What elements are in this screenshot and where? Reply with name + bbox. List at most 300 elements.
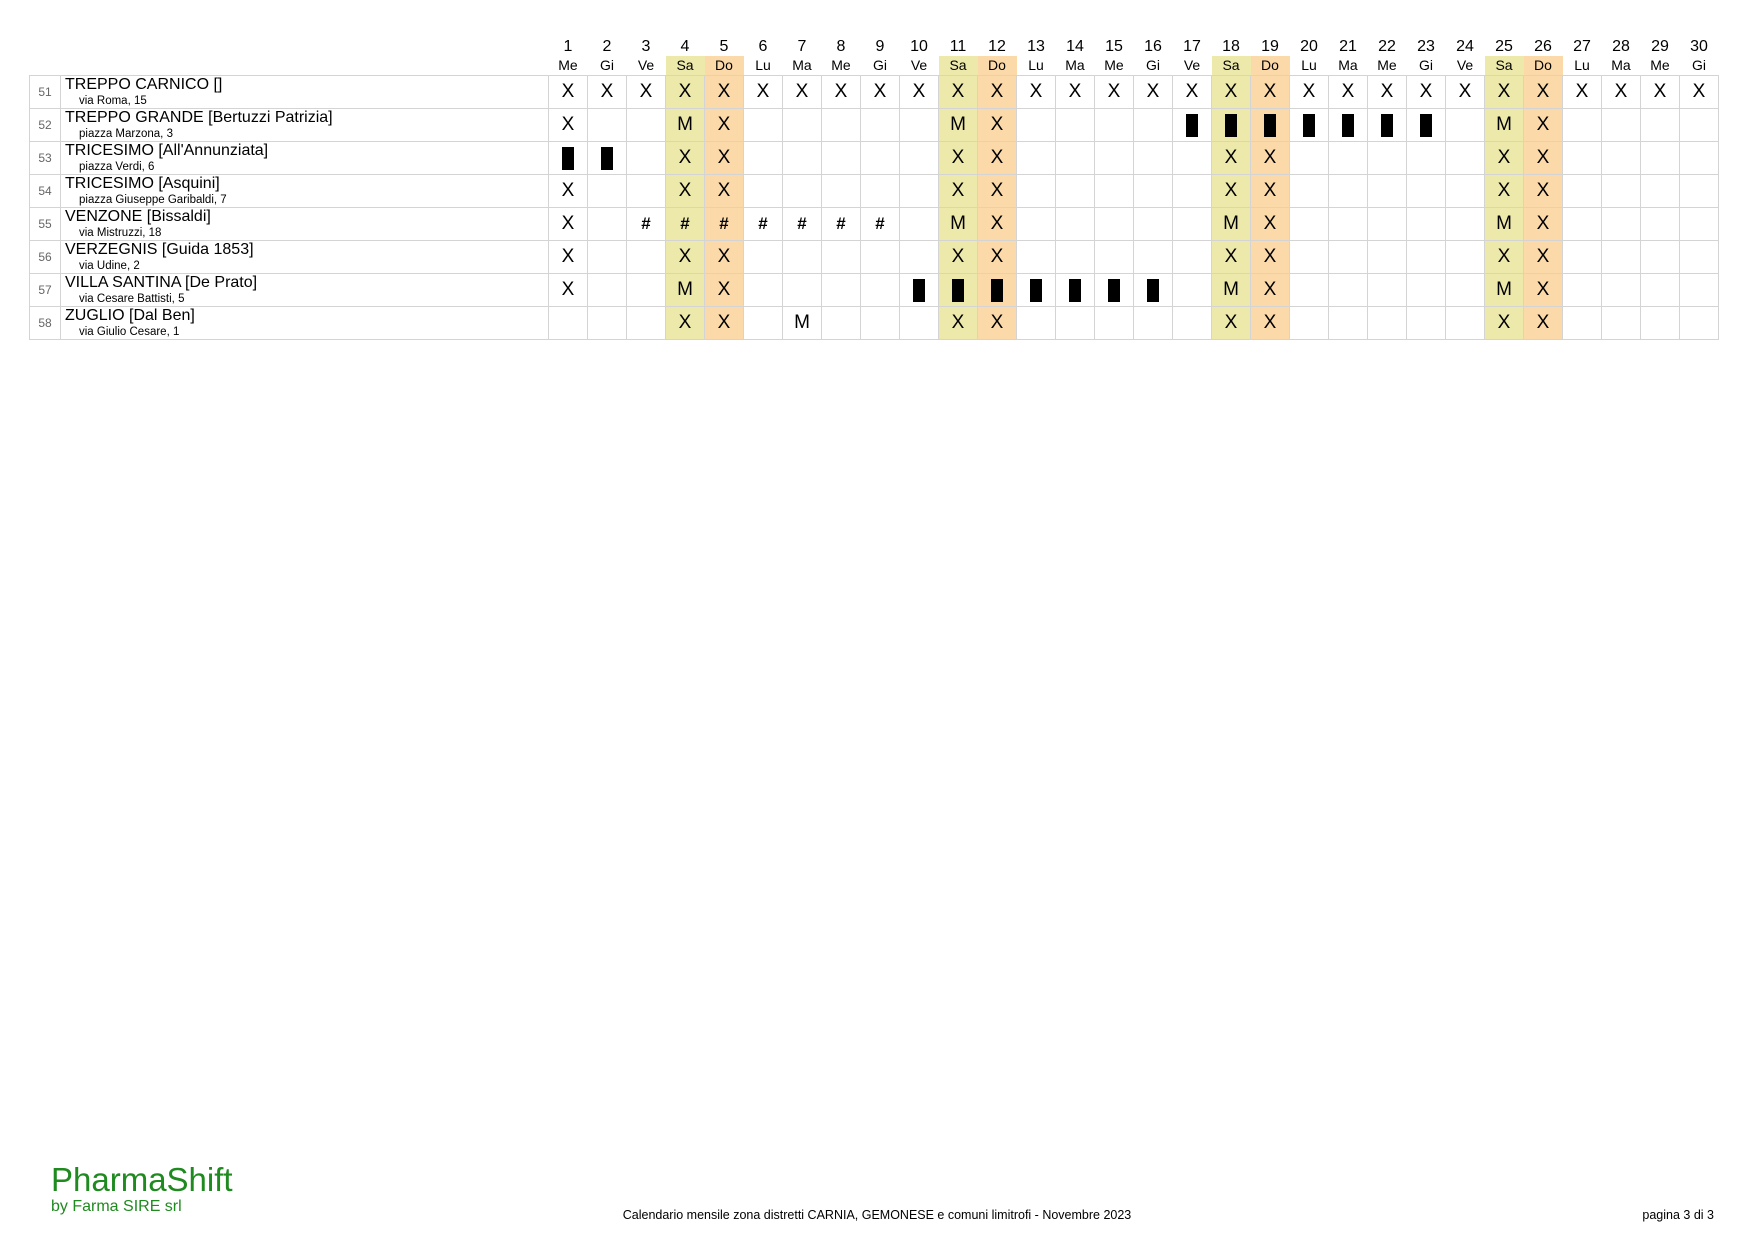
shift-mark: X xyxy=(717,81,731,102)
shift-cell xyxy=(1680,274,1719,307)
shift-cell xyxy=(1095,307,1134,340)
shift-cell xyxy=(1446,208,1485,241)
shift-cell xyxy=(783,307,822,340)
shift-cell xyxy=(627,142,666,175)
shift-mark: # xyxy=(719,214,729,233)
weekday-label: Lu xyxy=(1574,57,1590,73)
shift-cell xyxy=(1095,274,1134,307)
row-index: 58 xyxy=(30,307,61,340)
shift-mark: X xyxy=(1497,246,1511,267)
weekday-label: Do xyxy=(705,56,744,76)
shift-cell xyxy=(1602,274,1641,307)
pharmacy-cell xyxy=(61,208,549,241)
day-number: 23 xyxy=(1417,38,1435,55)
shift-cell xyxy=(1095,241,1134,274)
shift-cell xyxy=(1407,307,1446,340)
row-index: 51 xyxy=(30,76,61,109)
shift-cell xyxy=(1680,208,1719,241)
shift-cell xyxy=(1056,175,1095,208)
shift-cell xyxy=(1563,76,1602,109)
shift-cell xyxy=(1017,76,1056,109)
shift-cell xyxy=(1407,76,1446,109)
shift-cell xyxy=(627,274,666,307)
shift-cell xyxy=(666,76,705,109)
shift-cell xyxy=(666,175,705,208)
shift-mark: # xyxy=(680,214,690,233)
shift-mark: M xyxy=(1496,279,1512,300)
shift-mark: X xyxy=(678,312,692,333)
shift-cell xyxy=(588,241,627,274)
shift-cell xyxy=(744,109,783,142)
shift-cell xyxy=(1251,208,1290,241)
shift-cell xyxy=(1056,274,1095,307)
shift-mark: X xyxy=(639,81,653,102)
shift-cell xyxy=(1212,109,1251,142)
shift-mark: M xyxy=(1496,213,1512,234)
pharmacy-cell xyxy=(61,307,549,340)
pharmacy-name: TREPPO GRANDE [Bertuzzi Patrizia] xyxy=(65,109,333,126)
closed-block xyxy=(1225,114,1237,137)
shift-cell xyxy=(900,307,939,340)
shift-cell xyxy=(588,307,627,340)
shift-cell xyxy=(1056,76,1095,109)
shift-cell xyxy=(1485,241,1524,274)
pharmacy-row xyxy=(30,274,1719,307)
shift-mark: X xyxy=(990,213,1004,234)
shift-cell xyxy=(588,274,627,307)
shift-mark: X xyxy=(990,246,1004,267)
shift-cell xyxy=(1173,109,1212,142)
day-number: 29 xyxy=(1651,38,1669,55)
closed-block xyxy=(1147,279,1159,302)
shift-cell xyxy=(978,241,1017,274)
shift-cell xyxy=(1641,208,1680,241)
shift-cell xyxy=(627,175,666,208)
shift-cell xyxy=(1641,175,1680,208)
shift-cell xyxy=(978,274,1017,307)
weekday-label: Gi xyxy=(1146,57,1160,73)
shift-cell xyxy=(1446,241,1485,274)
day-number: 15 xyxy=(1105,38,1123,55)
shift-mark: X xyxy=(1029,81,1043,102)
shift-cell xyxy=(1407,142,1446,175)
shift-mark: X xyxy=(561,246,575,267)
shift-cell xyxy=(1368,274,1407,307)
shift-mark: X xyxy=(1263,147,1277,168)
shift-cell xyxy=(1056,241,1095,274)
shift-mark: X xyxy=(561,279,575,300)
shift-mark: X xyxy=(1536,213,1550,234)
shift-cell xyxy=(705,175,744,208)
shift-cell xyxy=(1563,142,1602,175)
shift-cell xyxy=(1368,208,1407,241)
shift-mark: X xyxy=(1263,312,1277,333)
shift-cell xyxy=(1485,109,1524,142)
shift-cell xyxy=(705,241,744,274)
shift-cell xyxy=(1017,109,1056,142)
shift-cell xyxy=(861,274,900,307)
shift-cell xyxy=(705,142,744,175)
shift-cell xyxy=(1056,109,1095,142)
shift-mark: X xyxy=(834,81,848,102)
shift-mark: X xyxy=(1497,147,1511,168)
shift-mark: X xyxy=(600,81,614,102)
shift-cell xyxy=(1446,274,1485,307)
shift-cell xyxy=(588,109,627,142)
shift-cell xyxy=(1680,109,1719,142)
pharmacy-name: ZUGLIO [Dal Ben] xyxy=(65,307,195,324)
shift-cell xyxy=(939,175,978,208)
weekday-label: Lu xyxy=(755,57,771,73)
shift-mark: X xyxy=(1341,81,1355,102)
weekday-label: Ma xyxy=(1065,57,1085,73)
shift-cell xyxy=(1485,307,1524,340)
pharmacy-cell xyxy=(61,241,549,274)
weekday-label: Sa xyxy=(1485,56,1524,76)
day-number: 8 xyxy=(836,38,846,55)
shift-cell xyxy=(1251,274,1290,307)
shift-cell xyxy=(1329,109,1368,142)
pharmacy-address: piazza Giuseppe Garibaldi, 7 xyxy=(79,194,227,206)
shift-cell xyxy=(822,307,861,340)
shift-mark: # xyxy=(641,214,651,233)
weekday-label: Ma xyxy=(1611,57,1631,73)
shift-cell xyxy=(978,142,1017,175)
shift-mark: X xyxy=(951,180,965,201)
shift-mark: M xyxy=(950,213,966,234)
shift-cell xyxy=(1368,142,1407,175)
shift-cell xyxy=(1446,175,1485,208)
brand-name: PharmaShift xyxy=(51,1161,233,1198)
closed-block xyxy=(1303,114,1315,137)
shift-mark: X xyxy=(1263,246,1277,267)
shift-cell xyxy=(861,142,900,175)
shift-mark: M xyxy=(1223,213,1239,234)
shift-mark: X xyxy=(1692,81,1706,102)
shift-cell xyxy=(627,307,666,340)
closed-block xyxy=(1342,114,1354,137)
closed-block xyxy=(1420,114,1432,137)
shift-cell xyxy=(744,76,783,109)
shift-mark: X xyxy=(717,147,731,168)
shift-mark: M xyxy=(950,114,966,135)
shift-cell xyxy=(1017,208,1056,241)
closed-block xyxy=(1030,279,1042,302)
shift-cell xyxy=(783,208,822,241)
shift-cell xyxy=(549,274,588,307)
weekday-label: Me xyxy=(1104,57,1124,73)
shift-cell xyxy=(1173,175,1212,208)
shift-cell xyxy=(783,274,822,307)
shift-cell xyxy=(1407,274,1446,307)
closed-block xyxy=(1186,114,1198,137)
shift-cell xyxy=(705,76,744,109)
closed-block xyxy=(991,279,1003,302)
closed-block xyxy=(1264,114,1276,137)
shift-cell xyxy=(744,208,783,241)
shift-cell xyxy=(1368,175,1407,208)
pharmacy-row xyxy=(30,76,1719,109)
shift-calendar-table xyxy=(29,34,1719,340)
shift-cell xyxy=(1485,208,1524,241)
shift-cell xyxy=(666,274,705,307)
shift-cell xyxy=(666,142,705,175)
shift-cell xyxy=(1680,241,1719,274)
shift-cell xyxy=(549,307,588,340)
shift-mark: X xyxy=(1224,180,1238,201)
shift-cell xyxy=(1407,175,1446,208)
shift-cell xyxy=(1563,175,1602,208)
shift-cell xyxy=(666,241,705,274)
shift-cell xyxy=(978,307,1017,340)
shift-cell xyxy=(1212,307,1251,340)
shift-cell xyxy=(627,109,666,142)
shift-cell xyxy=(900,274,939,307)
shift-cell xyxy=(1329,175,1368,208)
day-number: 28 xyxy=(1612,38,1630,55)
shift-cell xyxy=(861,208,900,241)
shift-mark: X xyxy=(1263,279,1277,300)
shift-cell xyxy=(1173,142,1212,175)
shift-cell xyxy=(1563,307,1602,340)
shift-mark: X xyxy=(795,81,809,102)
shift-cell xyxy=(1602,208,1641,241)
shift-cell xyxy=(1446,109,1485,142)
shift-cell xyxy=(939,208,978,241)
shift-mark: X xyxy=(756,81,770,102)
shift-cell xyxy=(1017,241,1056,274)
day-number: 7 xyxy=(797,38,807,55)
day-number: 1 xyxy=(563,38,573,55)
shift-cell xyxy=(1095,109,1134,142)
day-number: 5 xyxy=(719,38,729,55)
shift-cell xyxy=(1602,241,1641,274)
shift-cell xyxy=(1407,241,1446,274)
shift-mark: M xyxy=(1496,114,1512,135)
pharmacy-row xyxy=(30,175,1719,208)
day-number: 25 xyxy=(1495,38,1513,55)
shift-cell xyxy=(744,142,783,175)
shift-cell xyxy=(822,208,861,241)
shift-cell xyxy=(783,142,822,175)
shift-cell xyxy=(1602,175,1641,208)
row-index: 53 xyxy=(30,142,61,175)
shift-cell xyxy=(1602,76,1641,109)
shift-mark: X xyxy=(1536,312,1550,333)
shift-cell xyxy=(1485,175,1524,208)
shift-cell xyxy=(1017,142,1056,175)
shift-cell xyxy=(939,274,978,307)
shift-cell xyxy=(627,76,666,109)
shift-cell xyxy=(1095,208,1134,241)
header-day-number-row xyxy=(30,34,1719,56)
closed-block xyxy=(952,279,964,302)
shift-cell xyxy=(861,241,900,274)
shift-cell xyxy=(588,142,627,175)
shift-mark: X xyxy=(717,279,731,300)
shift-cell xyxy=(1134,241,1173,274)
shift-cell xyxy=(1563,208,1602,241)
shift-cell xyxy=(549,109,588,142)
closed-block xyxy=(1381,114,1393,137)
shift-cell xyxy=(1524,109,1563,142)
shift-cell xyxy=(1251,76,1290,109)
shift-cell xyxy=(1329,307,1368,340)
shift-cell xyxy=(1017,307,1056,340)
day-number: 26 xyxy=(1534,38,1552,55)
shift-cell xyxy=(1134,76,1173,109)
shift-cell xyxy=(1329,142,1368,175)
shift-cell xyxy=(1173,307,1212,340)
closed-block xyxy=(562,147,574,170)
shift-cell xyxy=(900,109,939,142)
weekday-label: Ve xyxy=(1183,57,1201,73)
day-number: 9 xyxy=(875,38,885,55)
weekday-label: Do xyxy=(1524,56,1563,76)
shift-cell xyxy=(1524,76,1563,109)
shift-cell xyxy=(666,307,705,340)
shift-cell xyxy=(1212,274,1251,307)
shift-mark: X xyxy=(1302,81,1316,102)
shift-cell xyxy=(588,175,627,208)
shift-mark: X xyxy=(1653,81,1667,102)
weekday-label: Lu xyxy=(1028,57,1044,73)
closed-block xyxy=(601,147,613,170)
shift-cell xyxy=(1251,307,1290,340)
shift-mark: X xyxy=(1263,180,1277,201)
shift-cell xyxy=(1134,274,1173,307)
pharmacy-address: via Cesare Battisti, 5 xyxy=(79,293,185,305)
weekday-label: Me xyxy=(558,57,578,73)
shift-cell xyxy=(1446,142,1485,175)
shift-cell xyxy=(939,109,978,142)
shift-cell xyxy=(1134,109,1173,142)
shift-cell xyxy=(1641,241,1680,274)
shift-cell xyxy=(588,208,627,241)
shift-mark: X xyxy=(1497,180,1511,201)
shift-mark: X xyxy=(990,312,1004,333)
shift-cell xyxy=(1056,307,1095,340)
pharmacy-address: piazza Marzona, 3 xyxy=(79,128,173,140)
shift-mark: M xyxy=(1223,279,1239,300)
shift-cell xyxy=(783,109,822,142)
day-number: 24 xyxy=(1456,38,1474,55)
shift-cell xyxy=(861,76,900,109)
shift-mark: X xyxy=(717,114,731,135)
weekday-label: Gi xyxy=(1692,57,1706,73)
shift-mark: # xyxy=(836,214,846,233)
day-number: 27 xyxy=(1573,38,1591,55)
weekday-label: Sa xyxy=(1212,56,1251,76)
pharmacy-name: TRICESIMO [Asquini] xyxy=(65,175,220,192)
shift-cell xyxy=(1641,307,1680,340)
shift-cell xyxy=(1134,307,1173,340)
shift-cell xyxy=(1095,175,1134,208)
closed-block xyxy=(913,279,925,302)
shift-mark: X xyxy=(1224,246,1238,267)
shift-mark: X xyxy=(1614,81,1628,102)
shift-cell xyxy=(1407,109,1446,142)
shift-mark: X xyxy=(1224,81,1238,102)
shift-cell xyxy=(1563,241,1602,274)
shift-mark: M xyxy=(794,312,810,333)
shift-mark: X xyxy=(678,81,692,102)
shift-cell xyxy=(1524,142,1563,175)
pharmacy-address: via Roma, 15 xyxy=(79,95,147,107)
shift-mark: X xyxy=(1380,81,1394,102)
day-number: 14 xyxy=(1066,38,1084,55)
day-number: 12 xyxy=(988,38,1006,55)
weekday-label: Ve xyxy=(1456,57,1474,73)
weekday-label: Sa xyxy=(666,56,705,76)
weekday-label: Gi xyxy=(600,57,614,73)
shift-cell xyxy=(1173,76,1212,109)
shift-cell xyxy=(549,241,588,274)
shift-cell xyxy=(978,175,1017,208)
shift-cell xyxy=(1290,274,1329,307)
shift-mark: X xyxy=(1224,312,1238,333)
day-number: 20 xyxy=(1300,38,1318,55)
pharmacy-row xyxy=(30,241,1719,274)
shift-cell xyxy=(1524,307,1563,340)
shift-mark: X xyxy=(990,114,1004,135)
shift-cell xyxy=(1134,142,1173,175)
weekday-label: Gi xyxy=(1419,57,1433,73)
shift-mark: X xyxy=(990,147,1004,168)
shift-cell xyxy=(1329,241,1368,274)
shift-cell xyxy=(1056,142,1095,175)
pharmacy-name: TREPPO CARNICO [] xyxy=(65,76,223,93)
pharmacy-cell xyxy=(61,76,549,109)
day-number: 11 xyxy=(949,38,967,55)
shift-cell xyxy=(1095,76,1134,109)
shift-mark: X xyxy=(1497,81,1511,102)
row-index: 54 xyxy=(30,175,61,208)
closed-block xyxy=(1069,279,1081,302)
shift-cell xyxy=(1251,109,1290,142)
shift-cell xyxy=(1524,175,1563,208)
shift-cell xyxy=(1251,142,1290,175)
shift-cell xyxy=(1134,175,1173,208)
weekday-label: Me xyxy=(1650,57,1670,73)
shift-mark: X xyxy=(1536,246,1550,267)
shift-cell xyxy=(978,76,1017,109)
shift-mark: X xyxy=(561,114,575,135)
shift-cell xyxy=(900,76,939,109)
shift-cell xyxy=(549,76,588,109)
shift-cell xyxy=(1212,241,1251,274)
day-number: 3 xyxy=(641,38,651,55)
pharmacy-address: via Mistruzzi, 18 xyxy=(79,227,162,239)
shift-cell xyxy=(1641,109,1680,142)
shift-cell xyxy=(1212,76,1251,109)
shift-cell xyxy=(1602,307,1641,340)
shift-mark: X xyxy=(717,180,731,201)
shift-cell xyxy=(1290,175,1329,208)
shift-mark: M xyxy=(677,279,693,300)
shift-mark: X xyxy=(678,246,692,267)
weekday-label: Gi xyxy=(873,57,887,73)
shift-cell xyxy=(822,241,861,274)
shift-mark: X xyxy=(678,147,692,168)
shift-cell xyxy=(1680,307,1719,340)
shift-cell xyxy=(1212,208,1251,241)
shift-cell xyxy=(861,307,900,340)
shift-cell xyxy=(705,208,744,241)
shift-mark: X xyxy=(1107,81,1121,102)
shift-cell xyxy=(666,208,705,241)
shift-cell xyxy=(978,109,1017,142)
